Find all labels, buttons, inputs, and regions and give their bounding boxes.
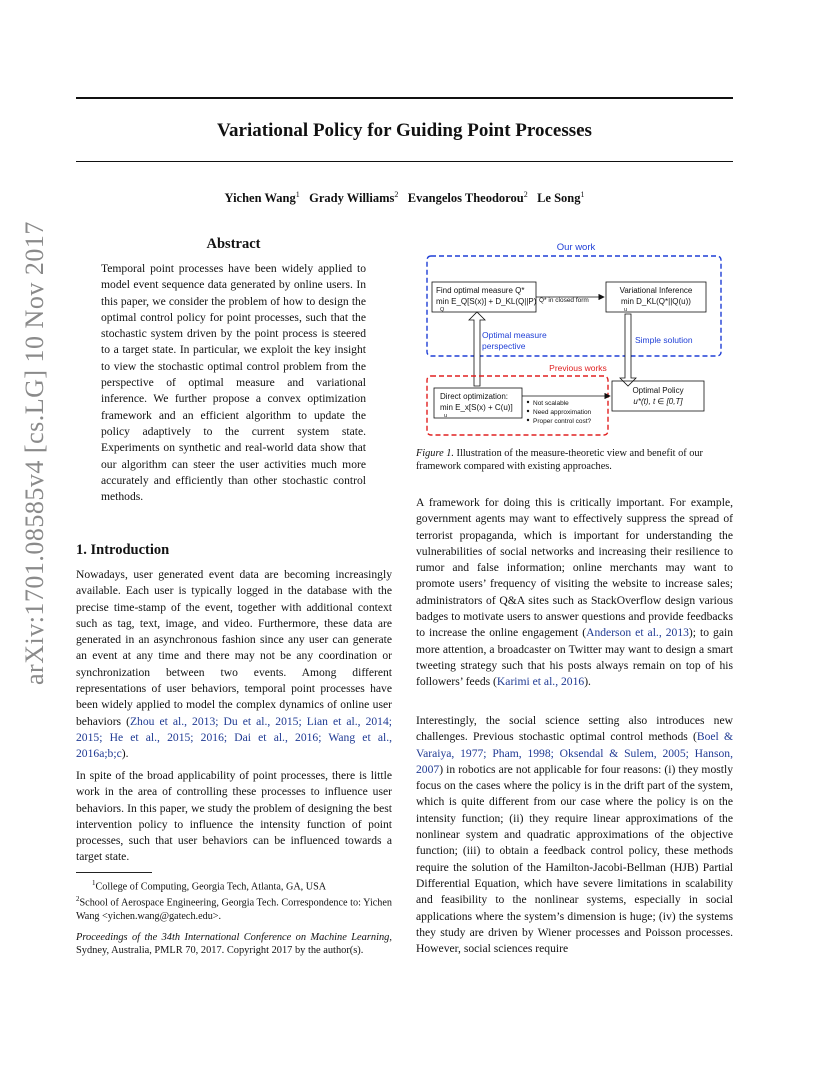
citation-link[interactable]: Zhou et al., 2013; Du et al., 2015; Lian et al., 2014; 2015; He et al., 2015; 2016; Dai et al., 2016; Wang et al., 2016a;b;c [76, 714, 392, 761]
paragraph-text: Nowadays, user generated event data are becoming increasingly available. Each user is typically logged in the database with the precise time-stamp of the event, together with additional context such as tag, text, image, and video. Furthermore, these data are generated in an asynchronous fashion since any user can generate an event at any time and there may not be any coordination or synchronization between two events. Among different representations of user behaviors, temporal point processes have been widely applied to model the complex dynamics of online user behaviors ( [76, 568, 392, 728]
direct-optimization-formula: min E_x[S(x) + C(u)] [440, 403, 513, 412]
footnote-1 [76, 877, 392, 893]
author-name: Le Song [537, 191, 581, 206]
paragraph-text: A framework for doing this is critically important. For example, government agents may want to effectively suppress the spread of terrorist propaganda, which is important for understanding the vulnerabilities of social networks and increasing their resilience to rumor and false information; online merchants may want to promote users’ frequency of visiting the website to increase sales; administrators of Q&A sites such as StackOverflow design various badges to motivate users to answer questions and provide feedbacks to increase the online engagement ( [416, 496, 733, 640]
simple-solution-label: Simple solution [635, 335, 693, 345]
author-name: Evangelos Theodorou [407, 191, 524, 206]
author-affiliation: 1 [295, 190, 300, 199]
footnote-rule [76, 872, 152, 873]
proceedings-note [76, 931, 392, 957]
citation-link[interactable]: Anderson et al., 2013 [586, 626, 689, 640]
citation-link[interactable]: Boel & Varaiya, 1977; Pham, 1998; Oksendal & Sulem, 2005; Hanson, 2007 [416, 730, 733, 776]
abstract-heading: Abstract [206, 236, 261, 252]
our-work-label: Our work [556, 242, 596, 253]
variational-inference-formula: min D_KL(Q*||Q(u)) [621, 297, 691, 306]
figure-1-caption [416, 447, 733, 473]
previous-works-label: Previous works [549, 363, 607, 373]
bullet-need-approximation: Need approximation [533, 409, 592, 416]
footnotes [76, 877, 392, 923]
footnote-text: College of Computing, Georgia Tech, Atlanta, GA, USA [95, 881, 327, 893]
variational-inference-subscript: u [624, 307, 628, 313]
abstract-text: Temporal point processes have been widely applied to model event sequence data generated by online users. In this paper, we consider the problem of how to design the optimal control policy for point processes, such that the stochastic system driven by the point process is steered to a target state. In particular, we exploit the key insight to view the stochastic optimal control problem from the perspective of optimal measure and variational inference. We further propose a convex optimization framework and an efficient algorithm to update the policy adaptively to the current system state. Experiments on synthetic and real-world data show that our algorithm can steer the user activities much more accurately and efficiently than other stochastic control methods. [101, 262, 366, 504]
author-affiliation: 1 [580, 190, 585, 199]
footnote-number: 1 [92, 879, 96, 887]
author-name: Yichen Wang [224, 191, 296, 206]
bullet-dot [527, 401, 529, 403]
arxiv-stamp: arXiv:1701.08585v4 [cs.LG] 10 Nov 2017 [20, 221, 49, 685]
closed-form-label: Q* in closed form [539, 297, 589, 304]
proceedings-venue: Proceedings of the 34th International Conference on Machine Learning [76, 932, 390, 943]
figure-1-diagram [416, 238, 733, 443]
section-heading-introduction: 1. Introduction [76, 542, 170, 558]
variational-inference-title: Variational Inference [619, 286, 693, 295]
find-measure-subscript: Q [440, 307, 445, 313]
direct-optimization-title: Direct optimization: [440, 392, 509, 401]
bullet-dot [527, 410, 529, 412]
find-measure-formula: min E_Q[S(x)] + D_KL(Q||P) [436, 297, 537, 306]
paragraph-text: ); to gain more attention, a broadcaster on Twitter may want to design a smart tweeting strategy such that his posts always remain on top of his followers’ feeds ( [416, 626, 734, 689]
author-affiliation: 2 [394, 190, 399, 199]
bullet-dot [527, 419, 529, 421]
footnote-number: 2 [76, 895, 80, 904]
title-rule [76, 161, 733, 162]
paper-title: Variational Policy for Guiding Point Processes [217, 120, 592, 141]
top-rule [76, 97, 733, 99]
simple-solution-arrow [620, 314, 636, 386]
paragraph-text: ). [584, 675, 591, 689]
optimal-policy-formula: u*(t), t ∈ [0,T] [633, 397, 683, 406]
proceedings-text: , Sydney, Australia, PMLR 70, 2017. Copyright 2017 by the author(s). [76, 932, 392, 956]
author-list [76, 190, 733, 206]
bullet-not-scalable: Not scalable [533, 400, 569, 407]
optimal-measure-label-1: Optimal measure [482, 330, 547, 340]
footnote-text: School of Aerospace Engineering, Georgia Tech. Correspondence to: Yichen Wang <yichen.wang@gatech.edu>. [76, 897, 392, 922]
caption-label: Figure 1. [416, 448, 454, 459]
optimal-policy-title: Optimal Policy [632, 386, 684, 395]
caption-text: Illustration of the measure-theoretic view and benefit of our framework compared with existing approaches. [416, 448, 703, 472]
direct-optimization-subscript: u [444, 413, 448, 419]
find-measure-title: Find optimal measure Q* [436, 286, 525, 295]
paragraph-text: ). [121, 747, 129, 761]
optimal-measure-label-2: perspective [482, 341, 526, 351]
right-paragraph-1 [416, 495, 733, 691]
author-affiliation: 2 [523, 190, 528, 199]
author-name: Grady Williams [309, 191, 395, 206]
footnote-2 [76, 893, 392, 922]
right-paragraph-2 [416, 713, 733, 957]
intro-paragraph-2: In spite of the broad applicability of point processes, there is little work in the area of controlling these processes to influence user behaviors. In this paper, we study the problem of designing the best intervention policy to influence the intensity function of point processes, such that user behaviors can be influenced towards a target state. [76, 769, 392, 864]
intro-paragraph-1 [76, 567, 392, 763]
paragraph-text: Interestingly, the social science setting also introduces new challenges. Previous stochastic optimal control methods ( [416, 714, 733, 744]
paragraph-text: ) in robotics are not applicable for four reasons: (i) they mostly focus on the cases where the policy is in the drift part of the system, which is quite different from our case where the policy is on the intensity function; (ii) they require linear approximations of the nonlinear system and quadratic approximations of the objective function; (iii) to obtain a feedback control policy, these methods require the solution of the Hamilton-Jacobi-Bellman (HJB) Partial Differential Equation, which have severe limitations in scalability and feasibility to the nonlinear systems, especially in social applications where the system’s dimension is huge; (iv) the systems they study are driven by Wiener processes and Poisson processes. However, social sciences require [416, 762, 733, 956]
bullet-proper-control-cost: Proper control cost? [533, 418, 592, 425]
citation-link[interactable]: Karimi et al., 2016 [496, 675, 585, 689]
